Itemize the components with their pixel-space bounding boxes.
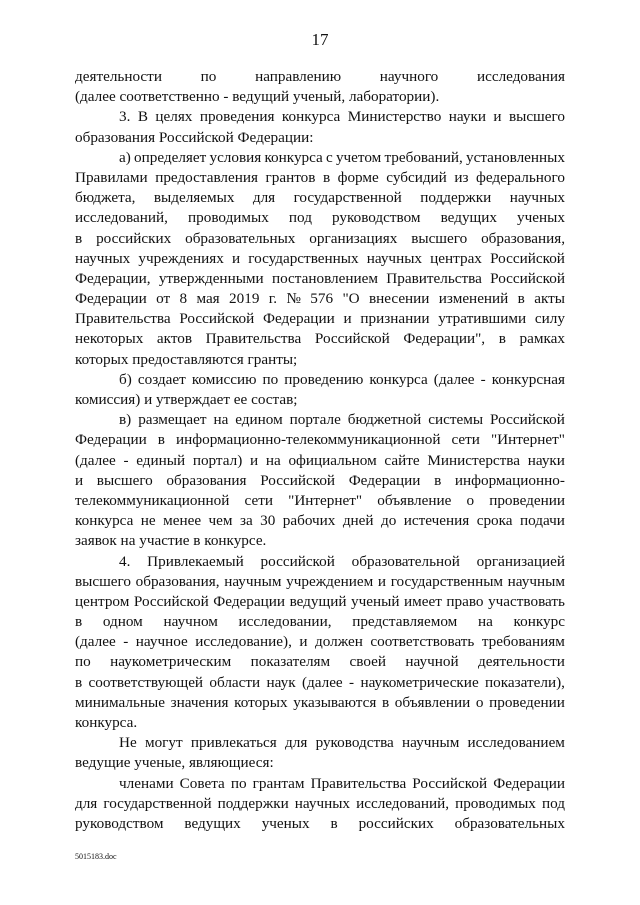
text-line: Правилами предоставления грантов в форме субсидий из федерального bbox=[75, 168, 565, 186]
text-line: Не могут привлекаться для руководства научным исследованием bbox=[119, 734, 565, 752]
text-line: заявок на участие в конкурсе. bbox=[75, 532, 267, 550]
text-line: высшего образования, научным учреждением и государственным научным bbox=[75, 572, 565, 590]
text-line: (далее - единый портал) и на официальном сайте Министерства науки bbox=[75, 451, 565, 469]
text-line: членами Совета по грантам Правительства Российской Федерации bbox=[119, 774, 565, 792]
text-line: по наукометрическим показателям своей научной деятельности bbox=[75, 653, 565, 671]
text-line: для государственной поддержки научных исследований, проводимых под bbox=[75, 794, 565, 812]
text-line: центром Российской Федерации ведущий ученый имеет право участвовать bbox=[75, 592, 565, 610]
text-line: руководством ведущих ученых в российских образовательных bbox=[75, 814, 565, 832]
page-number: 17 bbox=[311, 30, 329, 49]
text-line: в) размещает на едином портале бюджетной системы Российской bbox=[119, 411, 565, 429]
text-line: конкурса. bbox=[75, 714, 138, 731]
text-line: Федерации от 8 мая 2019 г. № 576 "О внесении изменений в акты bbox=[75, 290, 565, 308]
text-line: а) определяет условия конкурса с учетом требований, установленных bbox=[119, 148, 565, 166]
text-line: минимальные значения которых указываются в объявлении о проведении bbox=[75, 693, 565, 711]
text-line: телекоммуникационной сети "Интернет" объявление о проведении bbox=[75, 491, 565, 509]
text-line: деятельности по направлению научного исследования bbox=[75, 68, 565, 85]
text-line: 4. Привлекаемый российской образовательной организацией bbox=[119, 552, 565, 570]
document-body bbox=[75, 67, 565, 834]
text-line: некоторых актов Правительства Российской Федерации", в рамках bbox=[75, 330, 565, 348]
text-line: 3. В целях проведения конкурса Министерство науки и высшего bbox=[119, 108, 565, 126]
text-line: образования Российской Федерации: bbox=[75, 128, 314, 146]
text-line: Федерации в информационно-телекоммуникационной сети "Интернет" bbox=[75, 431, 565, 449]
document-file-name: 5015183.doc bbox=[75, 852, 117, 861]
text-line: научных учреждениях и государственных научных центрах Российской bbox=[75, 249, 565, 267]
text-line: комиссия) и утверждает ее состав; bbox=[75, 391, 298, 408]
text-line: Федерации, утвержденными постановлением Правительства Российской bbox=[75, 269, 565, 287]
text-line: в одном научном исследовании, представляемом на конкурс bbox=[75, 613, 565, 631]
text-line: (далее - научное исследование), и должен соответствовать требованиям bbox=[75, 633, 565, 651]
text-line: ведущие ученые, являющиеся: bbox=[75, 754, 274, 772]
text-line: Правительства Российской Федерации и признании утратившими силу bbox=[75, 310, 565, 328]
text-line: и высшего образования Российской Федерации в информационно- bbox=[75, 471, 565, 489]
text-line: которых предоставляются гранты; bbox=[75, 350, 298, 368]
text-line: бюджета, выделяемых для государственной поддержки научных bbox=[75, 189, 565, 207]
text-line: конкурса не менее чем за 30 рабочих дней до истечения срока подачи bbox=[75, 512, 565, 530]
text-line: (далее соответственно - ведущий ученый, лаборатории). bbox=[75, 88, 440, 106]
text-line: исследований, проводимых под руководством ведущих ученых bbox=[75, 209, 565, 227]
text-line: в соответствующей области наук (далее - наукометрические показатели), bbox=[75, 673, 565, 691]
text-line: б) создает комиссию по проведению конкурса (далее - конкурсная bbox=[119, 370, 565, 388]
text-line: в российских образовательных организациях высшего образования, bbox=[75, 229, 565, 247]
